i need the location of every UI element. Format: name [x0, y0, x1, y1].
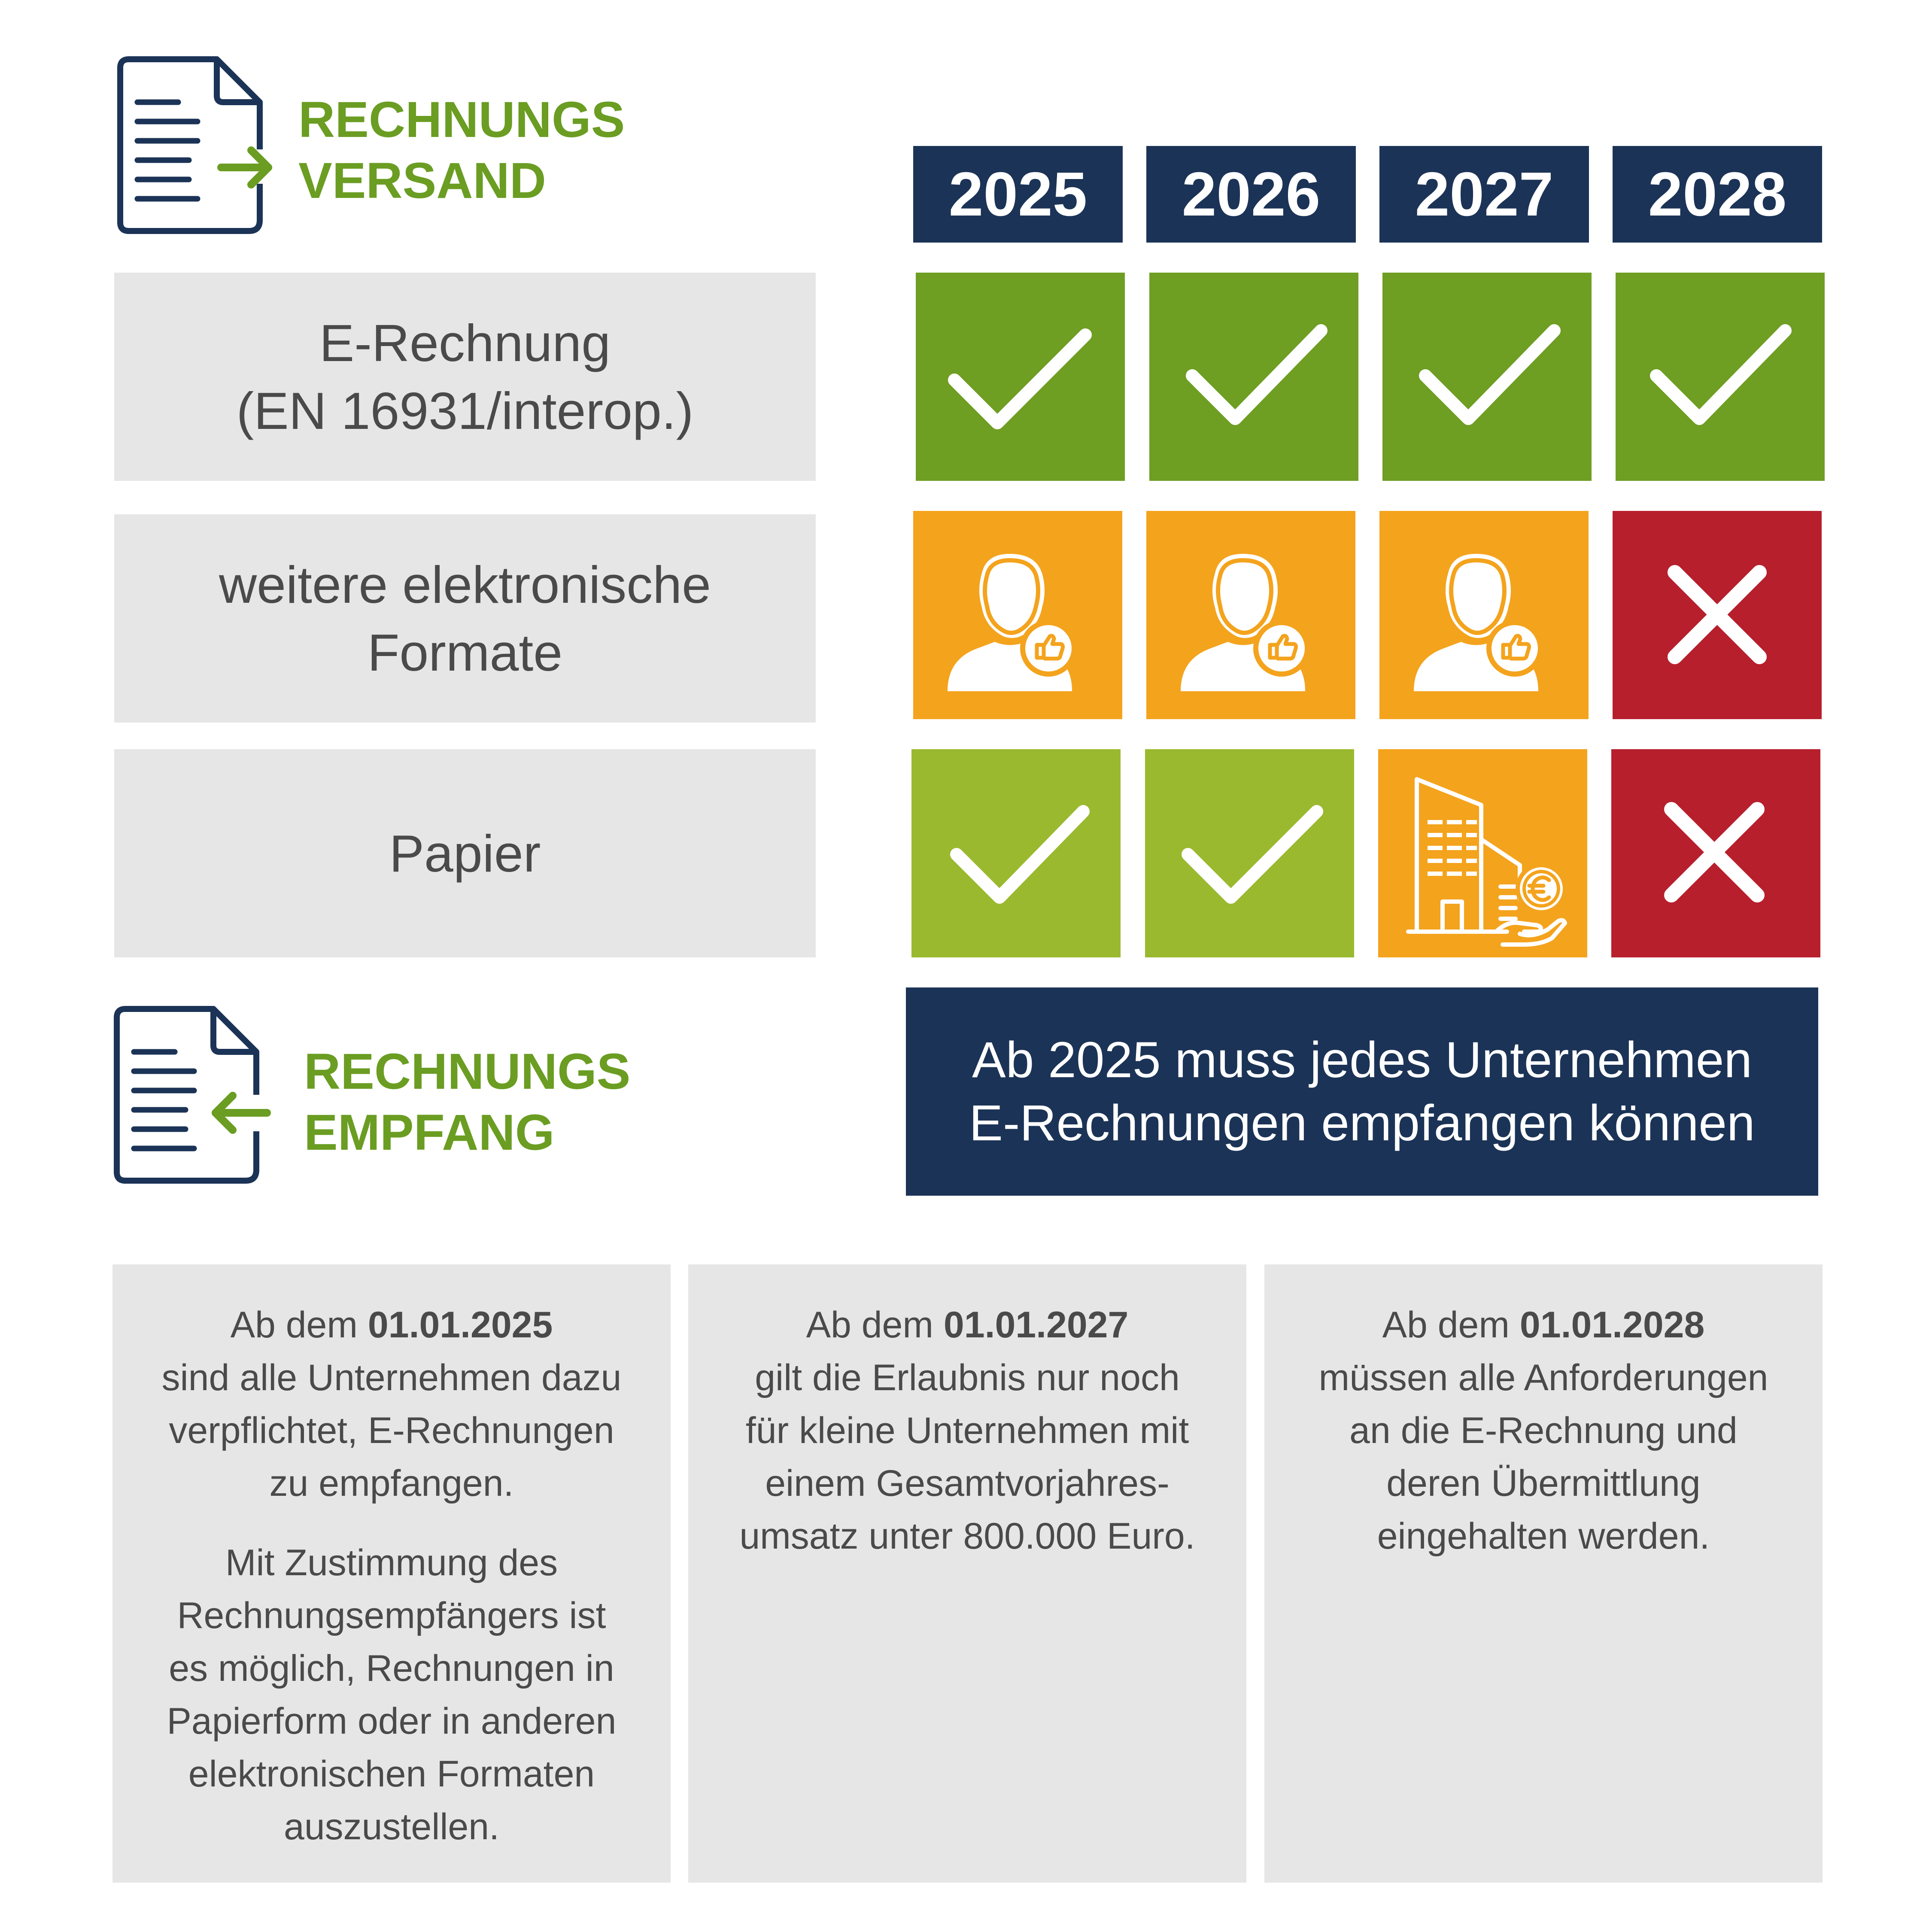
- cross-icon: [1611, 749, 1820, 957]
- info-line: sind alle Unternehmen dazu: [161, 1357, 622, 1398]
- info-line: zu empfangen.: [269, 1463, 514, 1504]
- cell-papier-2027: [1378, 749, 1587, 957]
- info-headline: [112, 1299, 671, 1352]
- cell-weitere-formate-2028: [1613, 511, 1822, 719]
- cell-papier-2026: [1145, 749, 1354, 957]
- cell-e-rechnung-2027: [1382, 273, 1592, 481]
- info-box-2027: [688, 1264, 1246, 1883]
- row-label-line: Papier: [389, 824, 541, 883]
- section-title-line: EMPFANG: [304, 1104, 555, 1161]
- info-date: 01.01.2028: [1519, 1304, 1705, 1346]
- cell-papier-2028: [1611, 749, 1820, 957]
- section-title-empfang: [304, 1041, 631, 1163]
- info-box-2025: [112, 1264, 671, 1883]
- section-title-line: VERSAND: [298, 152, 546, 209]
- row-label-line: weitere elektronische: [219, 555, 711, 614]
- cell-weitere-formate-2025: [913, 511, 1122, 719]
- cell-papier-2025: [911, 749, 1121, 957]
- info-line: für kleine Unternehmen mit: [745, 1410, 1189, 1451]
- info-date: 01.01.2025: [368, 1304, 553, 1346]
- row-label-line: E-Rechnung: [319, 313, 611, 372]
- notice-line: Ab 2025 muss jedes Unternehmen: [972, 1031, 1752, 1088]
- row-label-line: (EN 16931/interop.): [236, 381, 694, 440]
- checkmark-icon: [911, 749, 1121, 957]
- row-label-papier: [114, 749, 816, 957]
- info-line: müssen alle Anforderungen: [1318, 1357, 1768, 1398]
- checkmark-icon: [916, 273, 1125, 481]
- cell-weitere-formate-2026: [1146, 511, 1355, 719]
- info-line: umsatz unter 800.000 Euro.: [739, 1516, 1195, 1557]
- checkmark-icon: [1616, 273, 1825, 481]
- document-incoming-icon: [112, 1005, 271, 1185]
- row-label-e-rechnung: [114, 273, 816, 481]
- checkmark-icon: [1382, 273, 1592, 481]
- cell-e-rechnung-2025: [916, 273, 1125, 481]
- info-intro: Ab dem: [1382, 1304, 1520, 1346]
- building-euro-hand-icon: [1378, 749, 1587, 957]
- info-line: Rechnungsempfängers ist: [177, 1595, 606, 1636]
- info-intro: Ab dem: [230, 1304, 368, 1346]
- info-line: auszustellen.: [284, 1806, 499, 1847]
- info-date: 01.01.2027: [943, 1304, 1129, 1346]
- year-header: 2026: [1146, 146, 1356, 243]
- cell-e-rechnung-2026: [1149, 273, 1358, 481]
- year-header: 2025: [913, 146, 1123, 243]
- info-line: es möglich, Rechnungen in: [169, 1648, 614, 1689]
- info-headline: [1264, 1299, 1823, 1352]
- info-line: verpflichtet, E-Rechnungen: [169, 1410, 614, 1451]
- cross-icon: [1613, 511, 1822, 719]
- checkmark-icon: [1145, 749, 1354, 957]
- info-line: eingehalten werden.: [1377, 1516, 1710, 1557]
- notice-line: E-Rechnungen empfangen können: [969, 1094, 1755, 1151]
- checkmark-icon: [1149, 273, 1358, 481]
- notice-banner: [906, 987, 1818, 1196]
- person-thumbs-up-icon: [1146, 511, 1355, 719]
- year-header: 2027: [1379, 146, 1589, 243]
- person-thumbs-up-icon: [1379, 511, 1589, 719]
- info-line: elektronischen Formaten: [188, 1753, 595, 1795]
- info-line: gilt die Erlaubnis nur noch: [755, 1357, 1180, 1398]
- section-title-line: RECHNUNGS: [304, 1043, 631, 1100]
- row-label-weitere-formate: [114, 514, 816, 723]
- document-outgoing-icon: [116, 55, 275, 235]
- info-headline: [688, 1299, 1246, 1352]
- info-line: Papierform oder in anderen: [167, 1701, 617, 1742]
- info-line: Mit Zustimmung des: [225, 1542, 558, 1583]
- info-line: einem Gesamtvorjahres-: [765, 1463, 1170, 1504]
- cell-e-rechnung-2028: [1616, 273, 1825, 481]
- year-header: 2028: [1613, 146, 1822, 243]
- info-box-2028: [1264, 1264, 1823, 1883]
- person-thumbs-up-icon: [913, 511, 1122, 719]
- info-line: an die E-Rechnung und: [1349, 1410, 1738, 1451]
- cell-weitere-formate-2027: [1379, 511, 1589, 719]
- info-line: deren Übermittlung: [1386, 1463, 1701, 1504]
- row-label-line: Formate: [367, 623, 563, 682]
- section-title-versand: [298, 89, 625, 211]
- section-title-line: RECHNUNGS: [298, 91, 625, 148]
- info-intro: Ab dem: [806, 1304, 944, 1346]
